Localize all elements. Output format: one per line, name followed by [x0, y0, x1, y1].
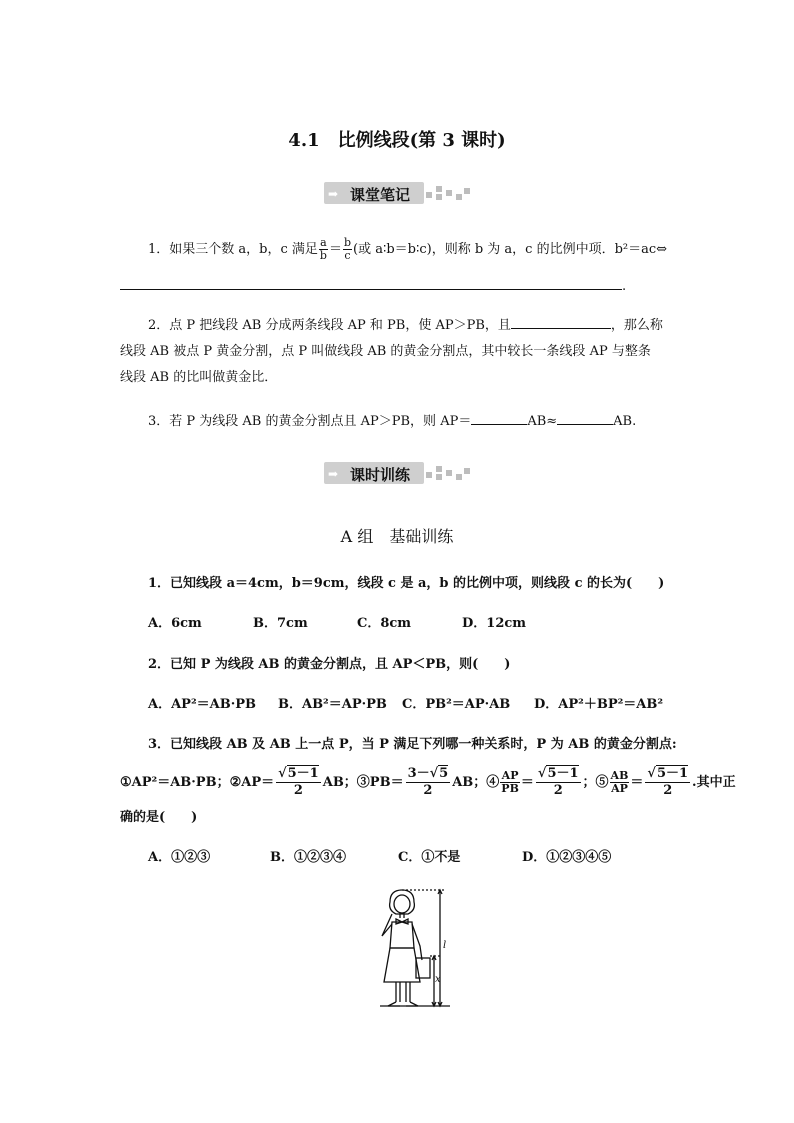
- numerator: a: [320, 236, 327, 249]
- arrow-icon: ➡: [328, 467, 339, 481]
- sqrt-icon: √: [278, 766, 287, 781]
- note-2-line-2: 线段 AB 被点 P 黄金分割，点 P 叫做线段 AB 的黄金分割点，其中较长一条线段 AP 与整条: [120, 344, 651, 359]
- numerator: [645, 766, 690, 783]
- option-a[interactable]: A．6cm: [148, 616, 202, 631]
- denominator: AP: [611, 782, 628, 795]
- note-text: AB.: [613, 414, 637, 429]
- note-text: 3．若 P 为线段 AB 的黄金分割点且 AP＞PB，则 AP＝: [148, 414, 472, 429]
- equals-sign: ＝: [328, 242, 342, 257]
- sqrt-icon: √: [429, 766, 439, 781]
- fraction: [276, 766, 321, 799]
- question-text: ；⑤: [582, 775, 609, 790]
- denominator: 2: [423, 783, 433, 798]
- page-title: 4.1 比例线段(第 3 课时): [288, 130, 506, 151]
- period: .: [622, 279, 627, 294]
- sqrt-icon: √: [537, 766, 547, 781]
- label-x: x: [435, 974, 441, 985]
- question-1: [148, 574, 664, 594]
- note-2-line-3: 线段 AB 的比叫做黄金比．: [120, 370, 278, 385]
- group-title: A 组 基础训练: [340, 527, 454, 546]
- radicand: 5－1: [547, 766, 579, 781]
- dots-decoration: [426, 186, 470, 200]
- question-3-line-3: 确的是( ): [120, 810, 198, 825]
- arrow-icon: ➡: [328, 187, 339, 201]
- numerator: [406, 766, 451, 783]
- numerator: [536, 766, 581, 783]
- denominator: PB: [501, 782, 519, 795]
- sqrt-icon: √: [647, 766, 656, 781]
- note-3: [148, 410, 636, 432]
- option-c[interactable]: C．8cm: [357, 616, 412, 631]
- question-text: ①AP²＝AB·PB；②AP＝: [120, 775, 275, 790]
- numerator: b: [343, 236, 351, 249]
- denominator: 2: [293, 783, 303, 798]
- question-text: .其中正: [692, 775, 736, 790]
- option-d[interactable]: D．12cm: [462, 616, 527, 631]
- woman-figure: [372, 886, 462, 1012]
- fraction: [645, 766, 690, 799]
- option-d[interactable]: D．AP²＋BP²＝AB²: [534, 697, 664, 712]
- note-text: AB≈: [527, 414, 558, 429]
- option-c[interactable]: C．①不是: [398, 850, 461, 865]
- note-text: ，那么称: [610, 318, 663, 333]
- section-badge-training: [324, 462, 470, 484]
- fraction: [319, 237, 328, 262]
- woman-illustration: [372, 886, 462, 1012]
- denominator: 2: [663, 783, 673, 798]
- section-title: 课时训练: [350, 466, 411, 484]
- question-text: AB；④: [452, 775, 500, 790]
- denominator: 2: [553, 783, 563, 798]
- option-a[interactable]: A．①②③: [148, 850, 211, 865]
- numerator: AB: [610, 769, 629, 782]
- fraction: [343, 237, 352, 262]
- denominator: b: [319, 249, 327, 262]
- question-3-line-1: [148, 735, 677, 755]
- question-3-line-2: [120, 766, 736, 799]
- question-text: 3．已知线段 AB 及 AB 上一点 P，当 P 满足下列哪一种关系时，P 为 AB 的黄金分割点:: [148, 737, 677, 752]
- radicand: 5: [439, 766, 449, 781]
- option-b[interactable]: B．7cm: [253, 616, 308, 631]
- question-2: [148, 655, 510, 675]
- question-text: 1．已知线段 a＝4cm，b＝9cm，线段 c 是 a，b 的比例中项，则线段 c 的长为( ): [148, 576, 665, 591]
- fraction: [406, 766, 451, 799]
- label-l: l: [443, 940, 447, 951]
- numerator: AP: [501, 769, 519, 782]
- option-c[interactable]: C．PB²＝AP·AB: [402, 697, 511, 712]
- question-text: AB；③PB＝: [322, 775, 404, 790]
- answer-blank[interactable]: [511, 314, 611, 329]
- equals-sign: ＝: [630, 775, 644, 790]
- fraction: [500, 770, 520, 795]
- dots-decoration: [426, 466, 470, 480]
- equals-sign: ＝: [520, 775, 534, 790]
- answer-blank[interactable]: [557, 410, 613, 425]
- answer-blank[interactable]: [120, 289, 622, 290]
- note-text: (或 a∶b＝b∶c)，则称 b 为 a，c 的比例中项．b²＝ac⇔: [353, 242, 668, 257]
- fraction: [536, 766, 581, 799]
- option-b[interactable]: B．①②③④: [270, 850, 346, 865]
- fraction: [610, 770, 630, 795]
- answer-blank[interactable]: [471, 410, 527, 425]
- section-title: 课堂笔记: [350, 186, 411, 204]
- radicand: 5－1: [287, 766, 319, 781]
- question-text: 2．已知 P 为线段 AB 的黄金分割点，且 AP＜PB，则( ): [148, 657, 511, 672]
- note-text: 2．点 P 把线段 AB 分成两条线段 AP 和 PB，使 AP＞PB，且: [148, 318, 511, 333]
- numerator: [276, 766, 321, 783]
- numerator-prefix: 3－: [407, 766, 430, 781]
- note-2-line-1: [148, 314, 663, 336]
- option-b[interactable]: B．AB²＝AP·PB: [278, 697, 387, 712]
- option-a[interactable]: A．AP²＝AB·PB: [148, 697, 257, 712]
- option-d[interactable]: D．①②③④⑤: [522, 850, 612, 865]
- denominator: c: [344, 249, 351, 262]
- note-1: [148, 237, 667, 262]
- section-badge-notes: [324, 182, 470, 204]
- radicand: 5－1: [656, 766, 689, 781]
- note-text: 1．如果三个数 a，b，c 满足: [148, 242, 318, 257]
